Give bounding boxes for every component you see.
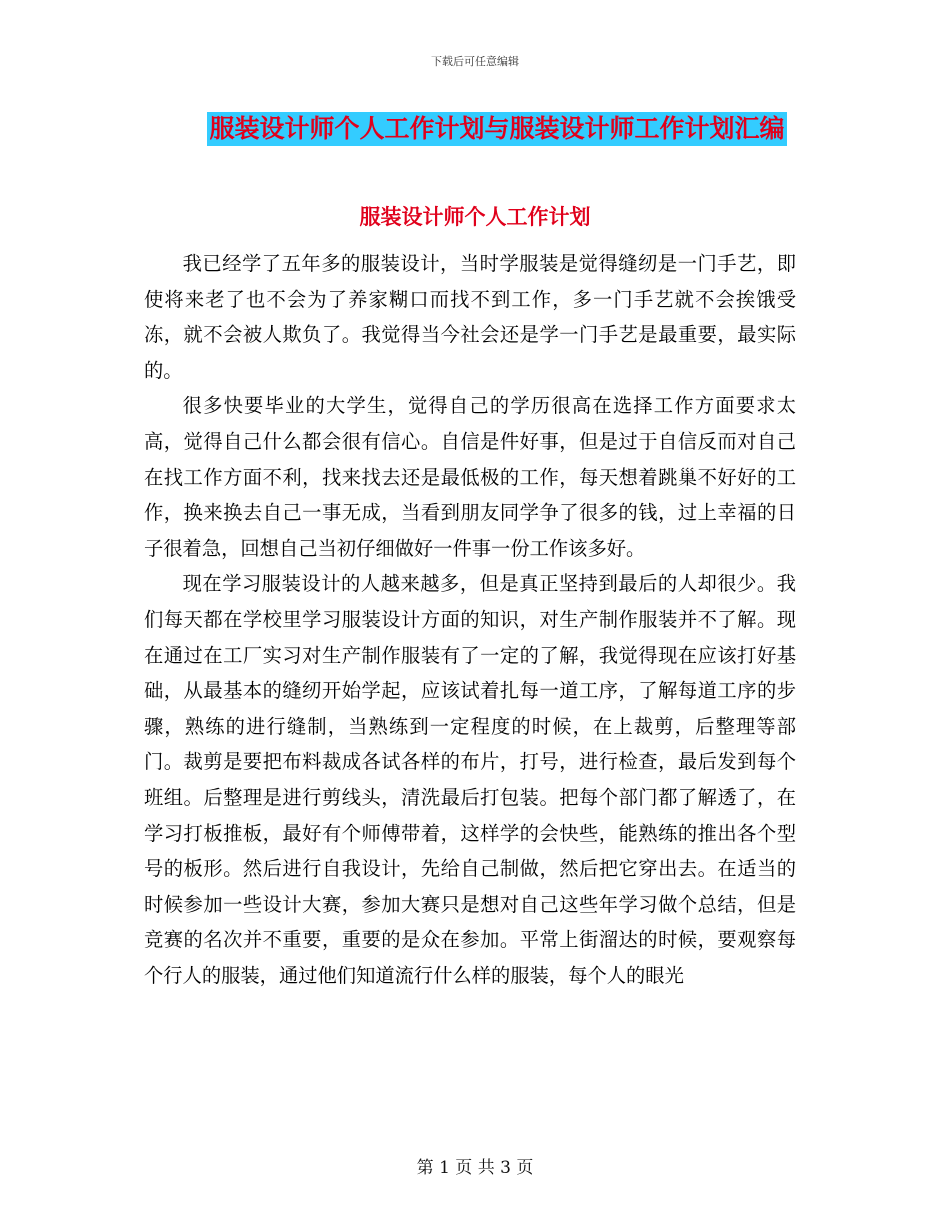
main-title-container — [0, 112, 950, 146]
section-title: 服装设计师个人工作计划 — [359, 204, 591, 229]
paragraph: 我已经学了五年多的服装设计，当时学服装是觉得缝纫是一门手艺，即使将来老了也不会为了养家糊口而找不到工作，多一门手艺就不会挨饿受冻，就不会被人欺负了。我觉得当今社会还是学一门手艺是最重要，最实际的。 — [144, 252, 796, 382]
page-header-note: 下载后可任意编辑 — [431, 55, 519, 68]
body-text — [144, 246, 796, 993]
paragraph: 很多快要毕业的大学生，觉得自己的学历很高在选择工作方面要求太高，觉得自己什么都会很有信心。自信是件好事，但是过于自信反而对自己在找工作方面不利，找来找去还是最低极的工作，每天想着跳巢不好好的工作，换来换去自己一事无成，当看到朋友同学争了很多的钱，过上幸福的日子很着急，回想自己当初仔细做好一件事一份工作该多好。 — [144, 394, 796, 560]
page-number-footer: 第 1 页 共 3 页 — [416, 1158, 534, 1178]
paragraph: 现在学习服装设计的人越来越多，但是真正坚持到最后的人却很少。我们每天都在学校里学习服装设计方面的知识，对生产制作服装并不了解。现在通过在工厂实习对生产制作服装有了一定的了解，我觉得现在应该打好基础，从最基本的缝纫开始学起，应该试着扎每一道工序，了解每道工序的步骤，熟练的进行缝制，当熟练到一定程度的时候，在上裁剪，后整理等部门。裁剪是要把布料裁成各试各样的布片，打号，进行检查，最后发到每个班组。后整理是进行剪线头，清洗最后打包装。把每个部门都了解透了，在学习打板推板，最好有个师傅带着，这样学的会快些，能熟练的推出各个型号的板形。然后进行自我设计，先给自己制做，然后把它穿出去。在适当的时候参加一些设计大赛，参加大赛只是想对自己这些年学习做个总结，但是竞赛的名次并不重要，重要的是众在参加。平常上街溜达的时候，要观察每个行人的服装，通过他们知道流行什么样的服装，每个人的眼光 — [144, 572, 796, 987]
main-title: 服装设计师个人工作计划与服装设计师工作计划汇编 — [207, 112, 786, 146]
